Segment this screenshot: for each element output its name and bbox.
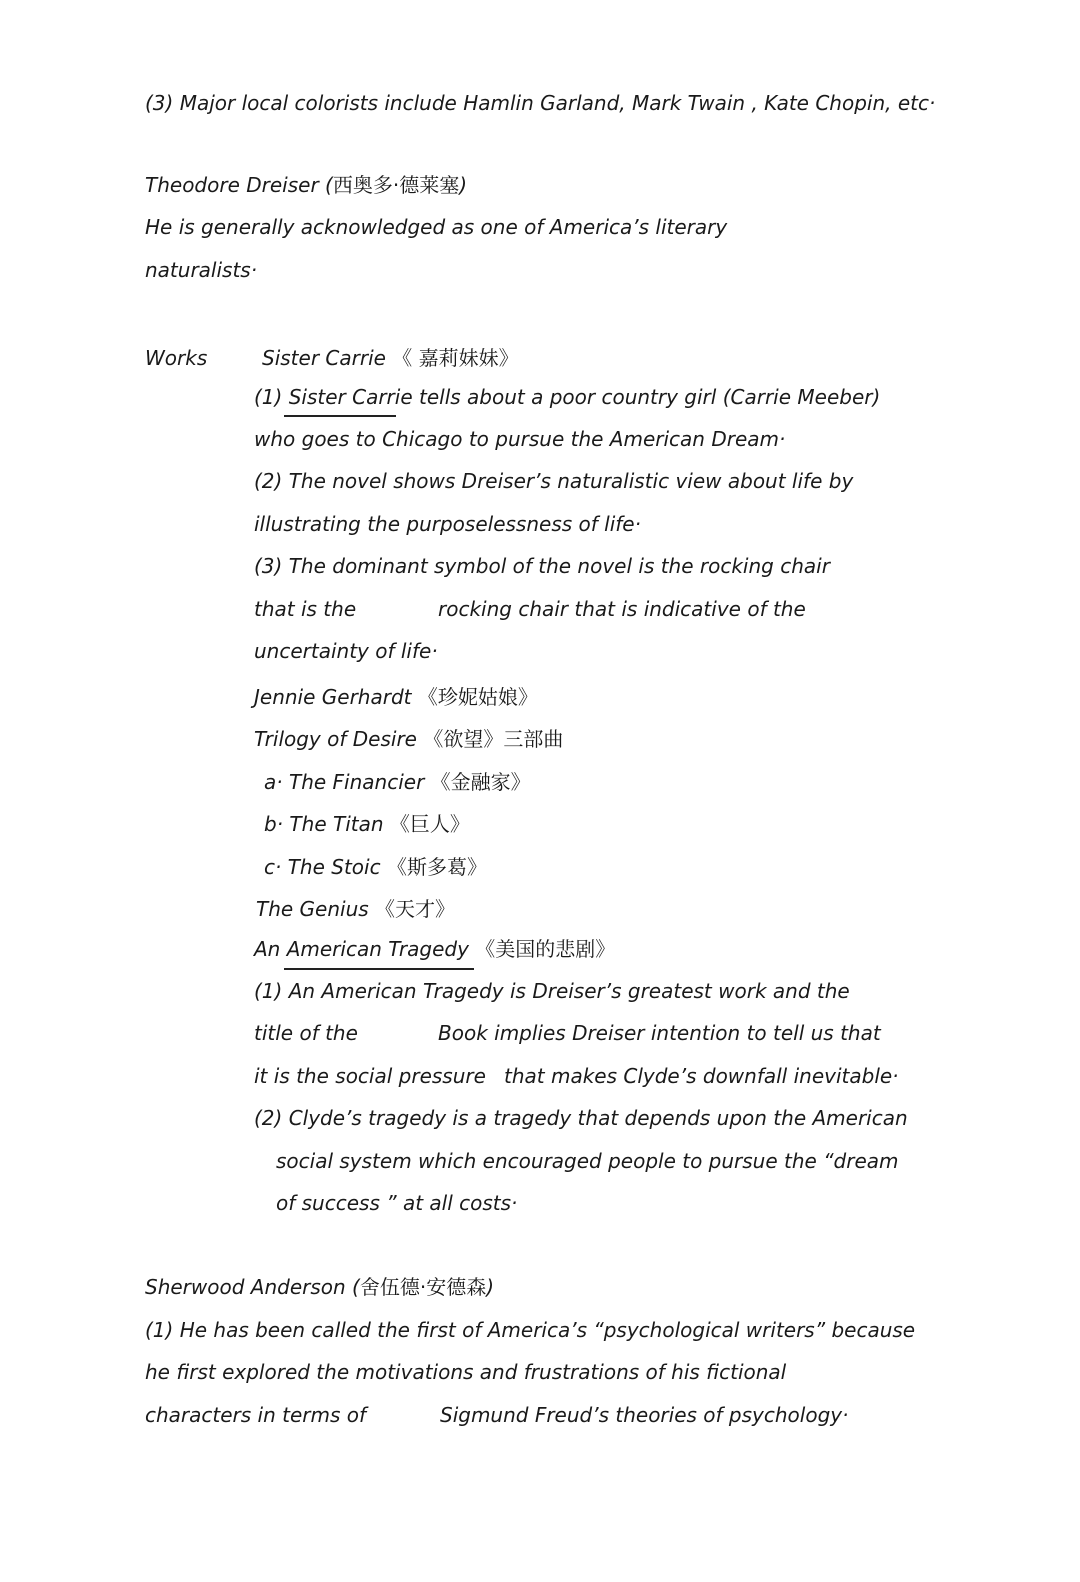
anderson-p1-line3b: Sigmund Freud’s theories of psychology· [440, 1403, 849, 1427]
anderson-heading [145, 1272, 494, 1302]
works-label: Works [145, 346, 208, 370]
trilogy-item-marker: a· [264, 770, 283, 794]
trilogy-item [264, 767, 531, 797]
american-tragedy-p1-line3a: it is the social pressure [254, 1064, 486, 1088]
trilogy-item-title: The Financier [288, 770, 425, 794]
sister-carrie-underline [284, 415, 396, 417]
genius-title-cn: 《天才》 [375, 897, 456, 921]
trilogy-title: Trilogy of Desire [254, 727, 417, 751]
sister-carrie-title-cn: 《 嘉莉妹妹》 [392, 346, 519, 370]
dreiser-heading [145, 170, 467, 200]
american-tragedy-p1-line1 [254, 976, 850, 1006]
sister-carrie-p1-title: Sister Carrie [288, 385, 413, 409]
sister-carrie-p3-line2a: that is the [254, 597, 357, 621]
trilogy-item-marker: b· [264, 812, 284, 836]
american-tragedy-heading [254, 934, 615, 964]
sister-carrie-title: Sister Carrie [262, 346, 386, 370]
trilogy-title-cn: 《欲望》三部曲 [423, 727, 564, 751]
american-tragedy-p1-line2b: Book implies Dreiser intention to tell us that [438, 1021, 881, 1045]
trilogy-item-title: The Stoic [287, 855, 381, 879]
dreiser-name: Theodore Dreiser ( [145, 173, 333, 197]
american-tragedy-p2-line3: of success ” at all costs· [276, 1191, 518, 1215]
trilogy-item-title: The Titan [289, 812, 384, 836]
american-tragedy-p2-line1: (2) Clyde’s tragedy is a tragedy that depends upon the American [254, 1106, 908, 1130]
sister-carrie-p2-line1: (2) The novel shows Dreiser’s naturalistic view about life by [254, 469, 854, 493]
sister-carrie-p1-line2: who goes to Chicago to pursue the American Dream· [254, 427, 786, 451]
trilogy-item-marker: c· [264, 855, 282, 879]
anderson-name: Sherwood Anderson ( [145, 1275, 360, 1299]
genius-title: The Genius [256, 897, 369, 921]
dreiser-desc-2: naturalists· [145, 258, 258, 282]
sister-carrie-p1-num: (1) [254, 385, 283, 409]
american-tragedy-p1-line3b: that makes Clyde’s downfall inevitable· [504, 1064, 899, 1088]
sister-carrie-p3-line1: (3) The dominant symbol of the novel is the rocking chair [254, 554, 830, 578]
american-tragedy-title-cn: 《美国的悲剧》 [475, 937, 616, 961]
american-tragedy-underline [284, 968, 474, 970]
trilogy-item-title-cn: 《金融家》 [430, 770, 531, 794]
jennie-heading [254, 682, 538, 712]
sister-carrie-p3-line3: uncertainty of life· [254, 639, 438, 663]
trilogy-item [264, 852, 487, 882]
sister-carrie-p1-line1 [254, 382, 880, 412]
american-tragedy-p1-line2a: title of the [254, 1021, 358, 1045]
american-tragedy-p1-num: (1) [254, 979, 283, 1003]
anderson-p1-line3a: characters in terms of [145, 1403, 367, 1427]
trilogy-item-title-cn: 《斯多葛》 [386, 855, 487, 879]
trilogy-item-title-cn: 《巨人》 [389, 812, 470, 836]
american-tragedy-p1-rest: is Dreiser’s greatest work and the [509, 979, 850, 1003]
trilogy-heading [254, 724, 563, 754]
jennie-title: Jennie Gerhardt [254, 685, 412, 709]
american-tragedy-title: An American Tragedy [254, 937, 469, 961]
sister-carrie-p1-rest: tells about a poor country girl (Carrie Meeber) [419, 385, 881, 409]
sister-carrie-p2-line2: illustrating the purposelessness of life· [254, 512, 641, 536]
anderson-name-cn: 舍伍德·安德森 [359, 1275, 487, 1299]
genius-heading [256, 894, 455, 924]
anderson-p1-line1: (1) He has been called the first of America’s “psychological writers” because [145, 1318, 916, 1342]
dreiser-name-close: ) [459, 173, 468, 197]
american-tragedy-p1-title: An American Tragedy [288, 979, 504, 1003]
anderson-p1-line2: he first explored the motivations and frustrations of his fictional [145, 1360, 787, 1384]
sister-carrie-heading [262, 343, 519, 373]
dreiser-desc-1: He is generally acknowledged as one of America’s literary [145, 215, 728, 239]
sister-carrie-p3-line2b: rocking chair that is indicative of the [438, 597, 806, 621]
american-tragedy-p2-line2: social system which encouraged people to pursue the “dream [276, 1149, 899, 1173]
trilogy-item [264, 809, 470, 839]
dreiser-name-cn: 西奥多·德莱塞 [332, 173, 460, 197]
anderson-name-close: ) [486, 1275, 495, 1299]
jennie-title-cn: 《珍妮姑娘》 [417, 685, 538, 709]
colorists-line: (3) Major local colorists include Hamlin Garland, Mark Twain , Kate Chopin, etc· [145, 91, 936, 115]
